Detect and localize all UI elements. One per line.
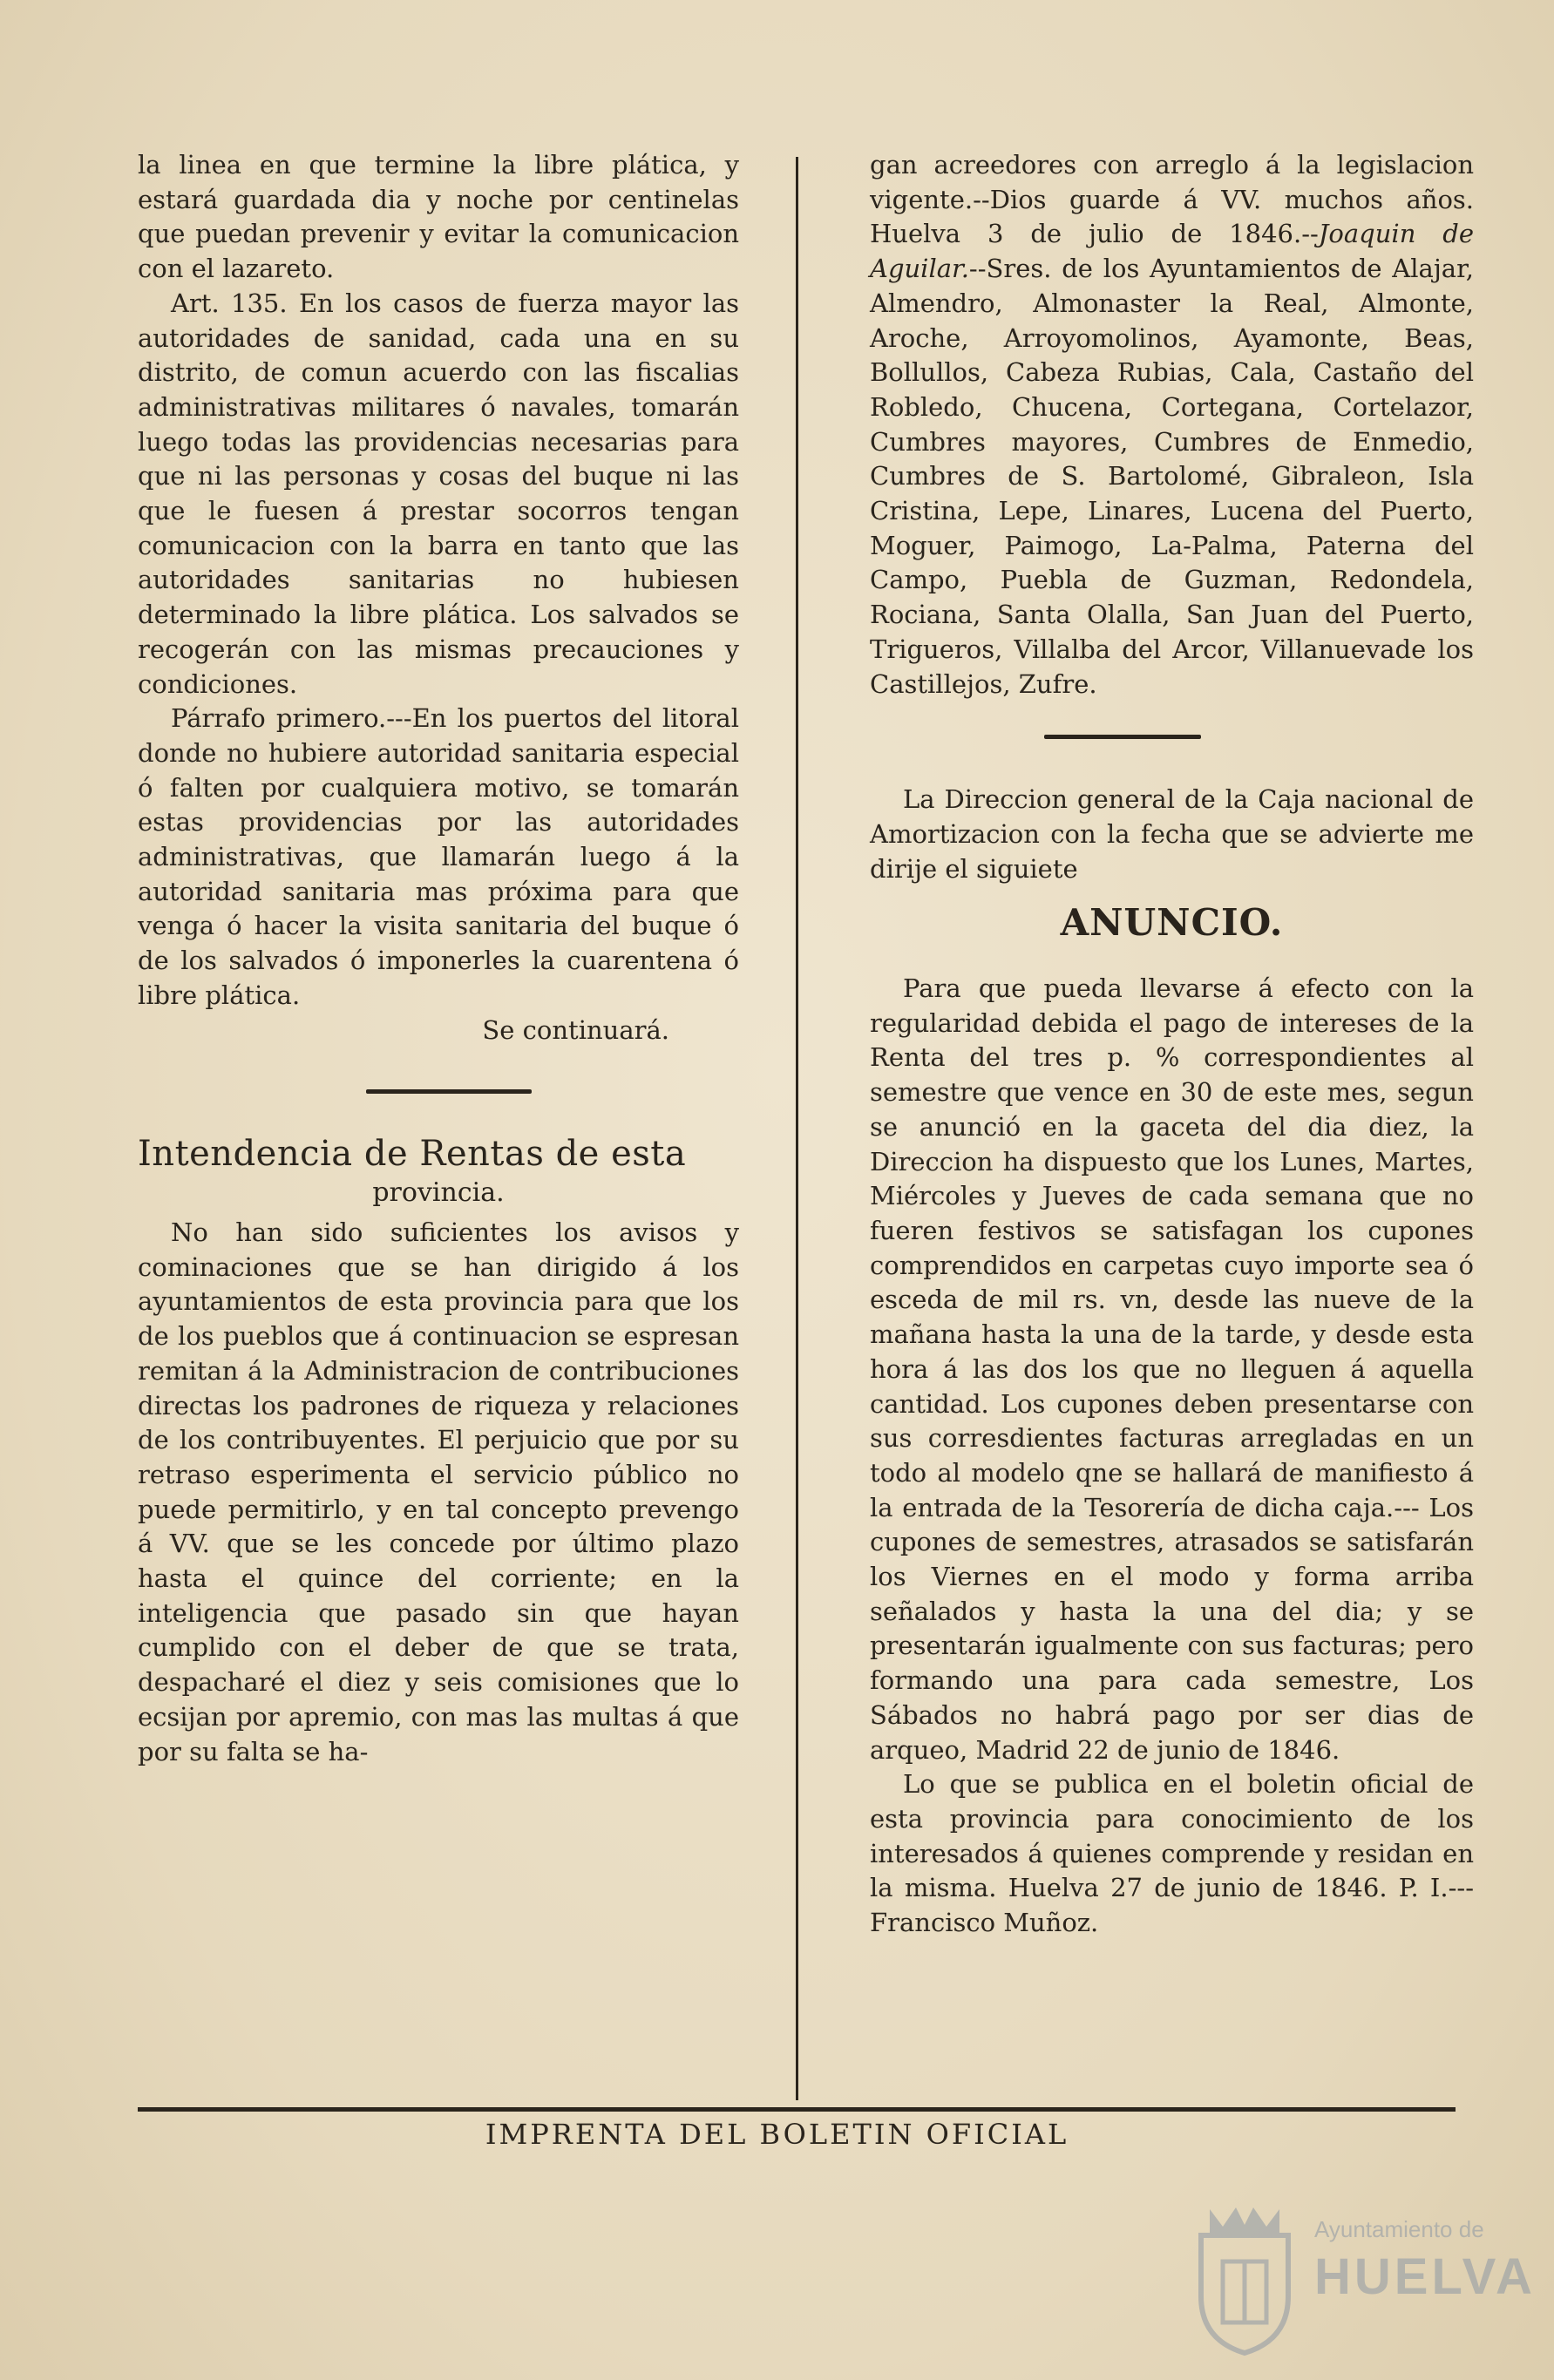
section-subtitle-provincia: provincia.	[372, 1177, 505, 1209]
section-divider-right	[1044, 735, 1201, 739]
addressee-list: --Sres. de los Ayuntamientos de Alajar, Almendro, Almonaster la Real, Almonte, Aroche, Arroyomolinos, Ayamonte, Beas, Bollullos, Cabeza Rubias, Cala, Castaño del Robledo, Chucena, Cortegana, Cortelazor, Cumbres mayores, Cumbres de Enmedio, Cumbres de S. Bartolomé, Gibraleon, Isla Cristina, Lepe, Linares, Lucena del Puerto, Moguer, Paimogo, La-Palma, Paterna del Campo, Puebla de Guzman, Redondela, Rociana, Santa Olalla, San Juan del Puerto, Trigueros, Villalba del Arcor, Villanuevade los Castillejos, Zufre.	[870, 254, 1474, 699]
watermark-logo	[1192, 2200, 1536, 2366]
anuncio-heading: ANUNCIO.	[1060, 901, 1284, 945]
paragraph-anuncio: Para que pueda llevarse á efecto con la regularidad debida el pago de intereses de la Renta del tres p. % correspondientes al semestre que vence en 30 de este mes, segun se anunció en la gaceta del dia diez, la Direccion ha dispuesto que los Lunes, Martes, Miércoles y Jueves de cada semana que no fueren festivos se satisfagan los cupones comprendidos en carpetas cuyo importe sea ó esceda de mil rs. vn, desde las nueve de la mañana hasta la una de la tarde, y desde esta hora á las dos los que no lleguen á aquella cantidad. Los cupones deben presentarse con sus corresdientes facturas arregladas en un todo al modelo qne se hallará de manifiesto á la entrada de la Tesorería de dicha caja.--- Los cupones de semestres, atrasados se satisfarán los Viernes en el modo y forma arriba señalados y hasta la una del dia; y se presentarán igualmente con sus facturas; pero formando una para cada semestre, Los Sábados no habrá pago por ser dias de arqueo, Madrid 22 de junio de 1846.	[870, 973, 1474, 1765]
continued-note: Se continuará.	[482, 1014, 669, 1045]
paragraph-parrafo-primero: Párrafo primero.---En los puertos del litoral donde no hubiere autoridad sanitaria especial ó falten por cualquiera motivo, se tomarán estas providencias por las autoridades administrativas, que llamarán luego á la autoridad sanitaria mas próxima para que venga ó hacer la visita sanitaria del buque ó de los salvados ó imponerles la cuarentena ó libre plática.	[138, 703, 739, 1010]
paragraph-direccion-general: La Direccion general de la Caja nacional de Amortizacion con la fecha que se advierte me dirije el siguiete	[870, 784, 1474, 884]
section-divider-left	[366, 1089, 532, 1094]
coat-of-arms-icon	[1192, 2200, 1297, 2357]
paragraph-intendencia: No han sido suficientes los avisos y cominaciones que se han dirigido á los ayuntamientos de esta provincia para que los de los pueblos que á continuacion se espresan remitan á la Administracion de contribuciones directas los padrones de riqueza y relaciones de los contribuyentes. El perjuicio que por su retraso esperimenta el servicio público no puede permitirlo, y en tal concepto prevengo á VV. que se les concede por último plazo hasta el quince del corriente; en la inteligencia que pasado sin que hayan cumplido con el deber de que se trata, despacharé el diez y seis comisiones que lo ecsijan por apremio, con mas las multas á que por su falta se ha-	[138, 1217, 739, 1766]
column-divider	[796, 157, 798, 2100]
paragraph-ayuntamientos	[870, 148, 1474, 702]
paragraph-ayuntamientos-text: gan acreedores con arreglo á la legislacion vigente.--Dios guarde á VV. muchos años. Huelva 3 de julio de 1846.--	[870, 150, 1474, 249]
right-column	[870, 148, 1474, 1941]
paragraph-lazareto: la linea en que termine la libre plática, y estará guardada dia y noche por centinelas que puedan prevenir y evitar la comunicacion con el lazareto.	[138, 150, 739, 284]
watermark-small-text: Ayuntamiento de	[1314, 2216, 1484, 2242]
section-title-intendencia: Intendencia de Rentas de esta	[138, 1134, 687, 1175]
paragraph-publicacion: Lo que se publica en el boletin oficial de esta provincia para conocimiento de los interesados á quienes comprende y residan en la misma. Huelva 27 de junio de 1846. P. I.---Francisco Muñoz.	[870, 1769, 1474, 1938]
paragraph-art-135: Art. 135. En los casos de fuerza mayor las autoridades de sanidad, cada una en su distrito, de comun acuerdo con las fiscalias administrativas militares ó navales, tomarán luego todas las providencias necesarias para que ni las personas y cosas del buque ni las que le fuesen á prestar socorros tengan comunicacion con la barra en tanto que las autoridades sanitarias no hubiesen determinado la libre plática. Los salvados se recogerán con las mismas precauciones y condiciones.	[138, 288, 739, 699]
printer-footer: IMPRENTA DEL BOLETIN OFICIAL	[485, 2118, 1069, 2151]
signature-joaquin-de-aguilar: Joaquin de Aguilar.	[870, 219, 1474, 284]
bottom-rule	[138, 2107, 1456, 2112]
watermark-big-text: HUELVA	[1314, 2248, 1536, 2305]
left-column	[138, 148, 739, 1769]
